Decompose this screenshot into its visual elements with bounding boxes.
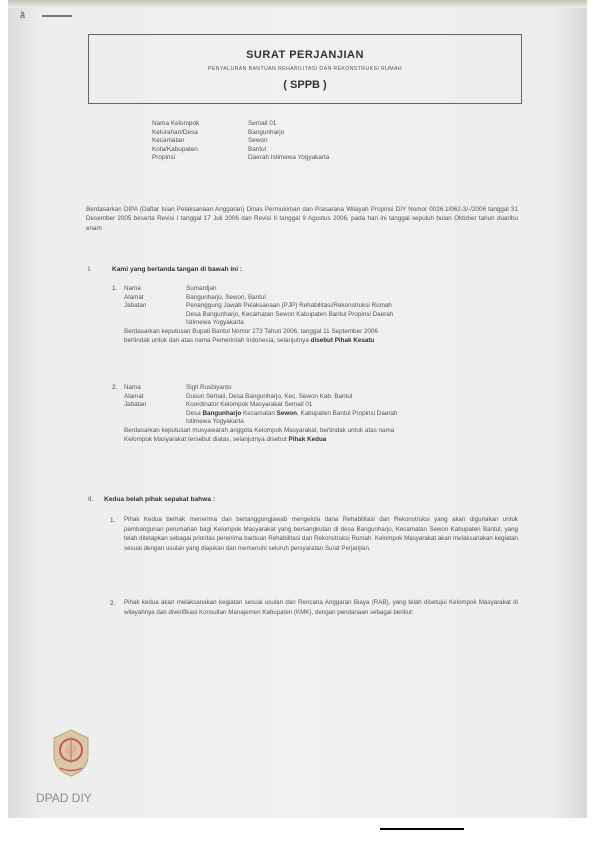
identity-value: Bangunharjo [248, 128, 285, 136]
identity-row [152, 129, 329, 138]
label-jabatan: Jabatan [124, 401, 147, 409]
brand-watermark: DPAD DIY [36, 791, 92, 805]
identity-key: Propinsi [152, 154, 176, 161]
agreement-1-text: Pihak Kedua berhak menerima dan bertanggungjawab mengelola dana Rehabilitasi dan Rekonstruksi yang akan digunakan untuk pembangunan perumahan bagi Kelompok Masyarakat yang bersangkutan di desa Bangunharjo, Kecamatan Sewon Kabupaten Bantul, yang telah ditetapkan sebagai prioritas penerima bantuan Rehabilitasi dan Rekonstruksi Rumah. Kelompok Masyarakat akan melaksanakan kegiatan sesuai dengan usulan yang diajukan dan memenuhi seluruh persyaratan Surat Perjanjian. [124, 516, 518, 552]
party-1-address: Bangunharjo, Sewon, Bantul [186, 293, 266, 301]
party-2-address: Dusun Semail, Desa Bangunharjo, Kec. Sewon Kab. Bantul [186, 392, 353, 400]
identity-key: Kecamatan [152, 137, 185, 144]
party-1-decree: Berdasarkan keputusan Bupati Bantul Nomor 273 Tahun 2006, tanggal 11 September 2006 [124, 327, 378, 335]
party-1-number: 1. [112, 285, 118, 292]
document-subtitle: PENYALURAN BANTUAN REHABILITASI DAN REKONSTRUKSI RUMAH [207, 66, 403, 72]
footer-line [380, 828, 464, 830]
party-2-position-line-3: Istimewa Yogyakarta [186, 418, 244, 426]
identity-table [152, 120, 329, 163]
section-1-number: I. [88, 266, 92, 273]
section-2-number: II. [88, 496, 94, 503]
identity-key: Kelurahan/Desa [152, 128, 198, 136]
party-2-position-row [124, 401, 520, 410]
party-2-position-line-2 [124, 410, 520, 419]
label-alamat: Alamat [124, 293, 144, 301]
party-2-name: Sigit Rusbiyanto [186, 384, 232, 391]
p2-desa: Bangunharjo [202, 409, 242, 417]
party-2-role-line [124, 436, 520, 445]
identity-key: Nama Kelompok [152, 120, 200, 127]
party-1-name-row [124, 285, 520, 294]
identity-value: Bantul [248, 145, 267, 153]
party-1-role-line [124, 337, 520, 346]
identity-row [152, 154, 329, 163]
party-1-role: disebut Pihak Kesatu [310, 336, 375, 344]
party-2-position: Koordinator Kelompok Masyarakat Semail 01 [186, 401, 313, 409]
section-1-heading: Kami yang bertanda tangan di bawah ini : [112, 266, 243, 273]
party-1-name: Sumardjan [186, 285, 217, 292]
identity-row [152, 120, 329, 129]
label-nama: Nama [124, 285, 141, 292]
p2-kecamatan-label: Kecamatan [241, 409, 277, 417]
party-2-decision: Berdasarkan keputusan musyawarah anggota Kelompok Masyarakat, bertindak untuk atas nama [124, 426, 395, 434]
agreement-2-text: Pihak kedua akan melaksanakan kegiatan sesuai usulan dan Rencana Anggaran Biaya (RAB), yang telah disetujui Kelompok Masyarakat di wilayahnya dan diverifikasi Konsultan Manajemen Kabupaten (KMK), dengan pendanaan sebagai berikut: [124, 599, 518, 616]
party-1-address-row [124, 294, 520, 303]
agreement-1-number: 1. [110, 517, 116, 524]
pen-mark [42, 15, 72, 17]
party-2-address-row [124, 393, 520, 402]
identity-row [152, 137, 329, 146]
party-1-role-text: bertindak untuk dan atas nama Pemerintah Indonesia, selanjutnya [124, 336, 311, 344]
identity-value: Daerah Istimewa Yogyakarta [248, 154, 330, 161]
intro-paragraph: Berdasarkan DIPA (Daftar Isian Pelaksanaan Anggaran) Dinas Permukiman dan Prasarana Wilayah Propinsi DIY Nomor 0026.1/062-3/-/2006 tanggal 31 Desember 2005 beserta Revisi I tanggal 17 Juli 2006 dan Revisi II tanggal 9 Agustus 2006, pada hari ini tanggal sepuluh bulan Oktober tahun duaribu enam [86, 206, 518, 232]
document-code: ( SPPB ) [283, 79, 327, 91]
dpad-emblem-icon [50, 728, 92, 778]
agreement-2-number: 2. [110, 600, 116, 607]
party-2-role: Pihak Kedua [288, 435, 327, 443]
party-1-position-line-3: Istimewa Yogyakarta [186, 319, 244, 327]
party-2-role-text: Kelompok Masyarakat tersebut diatas, selanjutnya disebut [124, 435, 289, 443]
corner-mark: ã [20, 10, 26, 20]
party-1-position-line-2: Desa Bangunharjo, Kecamatan Sewon Kabupaten Bantul Propinsi Daerah [186, 310, 394, 318]
document-title: SURAT PERJANJIAN [246, 49, 364, 61]
identity-value: Semail 01 [248, 120, 277, 127]
party-2-block [124, 384, 520, 444]
title-box [88, 34, 522, 104]
party-1-position-row [124, 302, 520, 311]
p2-kecamatan: Sewon [276, 409, 297, 417]
p2-kabupaten: , Kabupaten Bantul Propinsi Daerah [296, 409, 398, 417]
party-2-number: 2. [112, 384, 118, 391]
label-nama: Nama [124, 384, 141, 391]
p2-desa-label: Desa [186, 409, 203, 417]
identity-key: Kota/Kabupaten [152, 145, 198, 153]
label-alamat: Alamat [124, 392, 144, 400]
party-1-position: Penanggung Jawab Pelaksanaan (PJP) Rehabilitasi/Rekonstruksi Rumah [186, 302, 392, 310]
party-2-name-row [124, 384, 520, 393]
label-jabatan: Jabatan [124, 302, 147, 310]
party-1-block [124, 285, 520, 345]
section-2-heading: Kedua belah pihak sepakat bahwa : [104, 496, 216, 503]
identity-row [152, 146, 329, 155]
identity-value: Sewon [248, 137, 268, 144]
